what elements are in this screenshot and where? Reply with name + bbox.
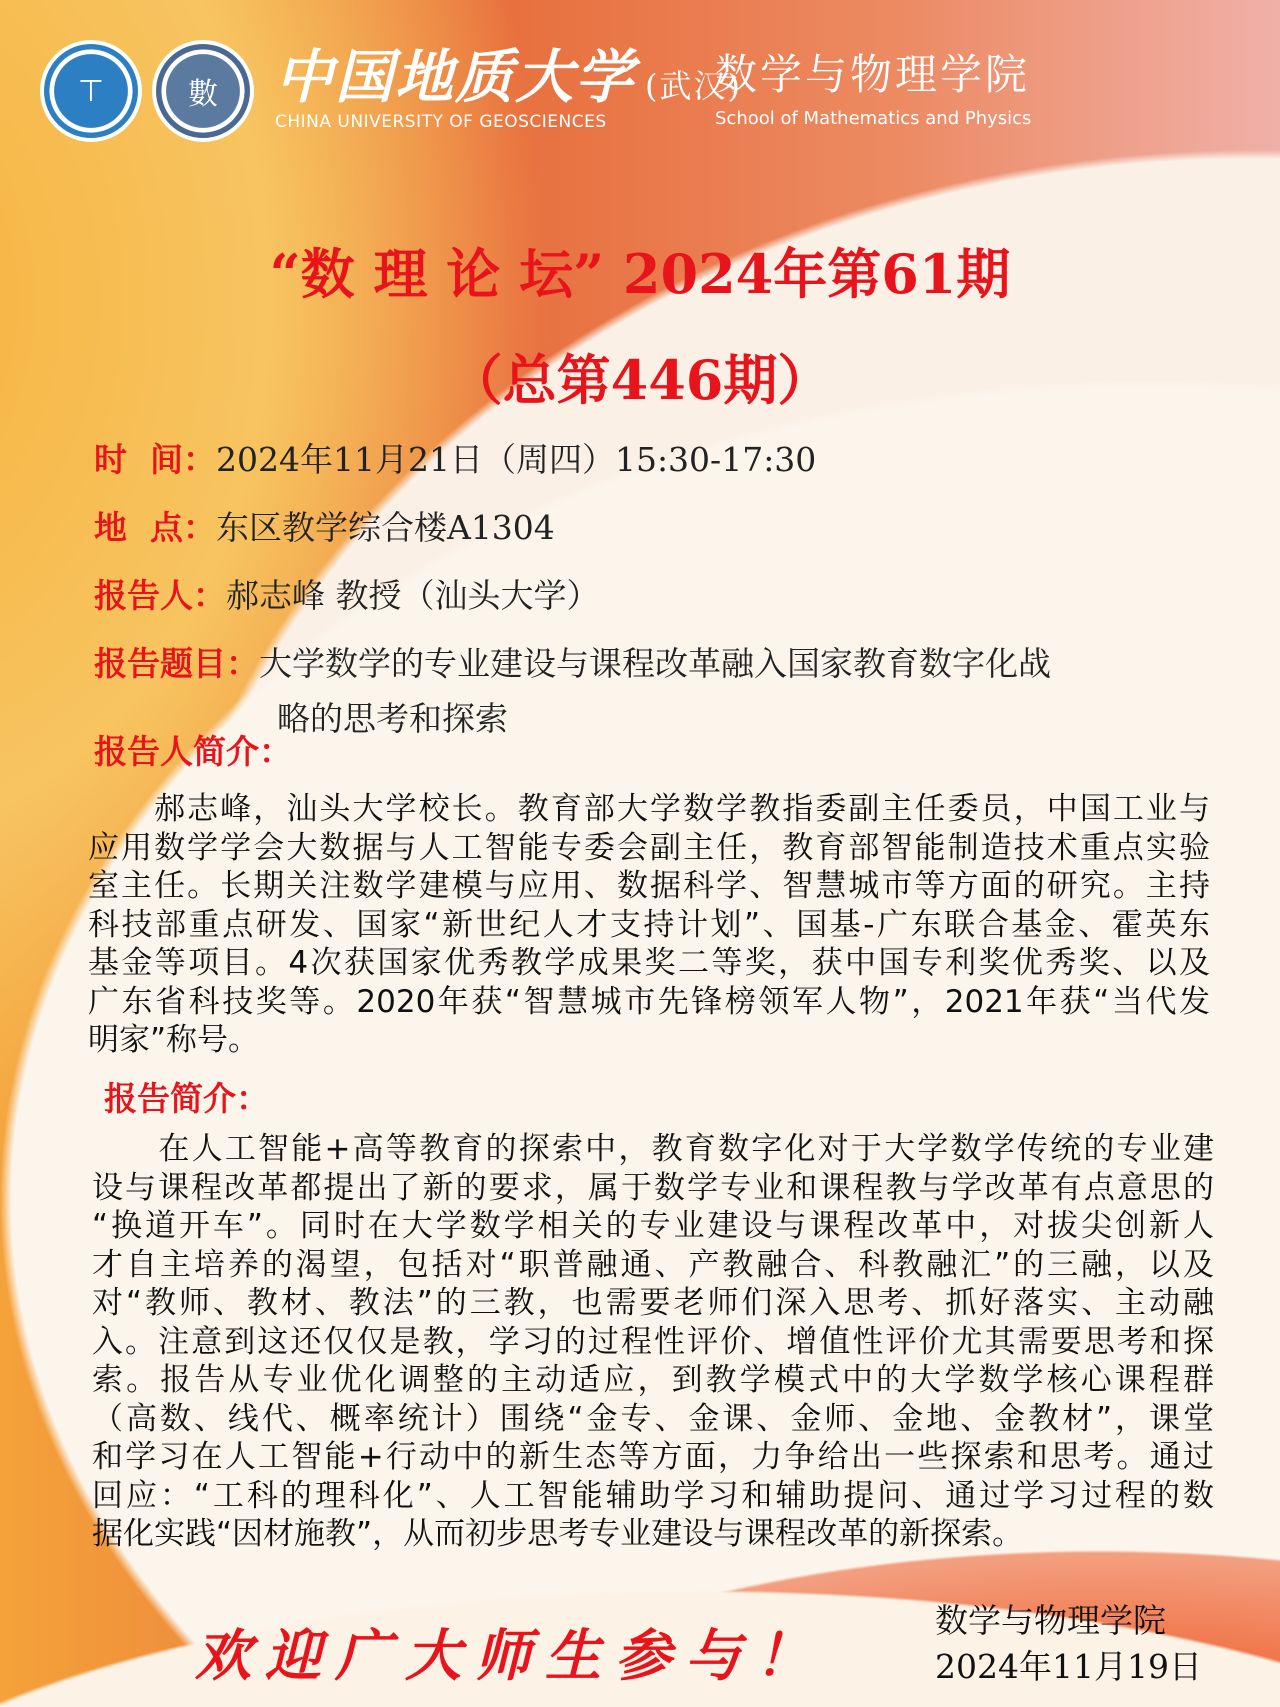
- footer-org: 数学与物理学院: [935, 1601, 1166, 1640]
- paragraph-line: 回应：“工科的理科化”、人工智能辅助学习和辅助提问、通过学习过程的数: [92, 1477, 1214, 1514]
- bio-heading: 报告人简介：: [94, 732, 292, 771]
- paragraph-line: （高数、线代、概率统计）围绕“金专、金课、金师、金地、金教材”，课堂: [92, 1400, 1214, 1437]
- paragraph-line: 郝志峰，汕头大学校长。教育部大学数学教指委副主任委员，中国工业与: [88, 791, 1210, 827]
- speaker-bio: [88, 790, 1210, 1060]
- paragraph-line: “换道开车”。同时在大学数学相关的专业建设与课程改革中，对拔尖创新人: [92, 1208, 1214, 1244]
- paragraph-line: 室主任。长期关注数学建模与应用、数据科学、智慧城市等方面的研究。主持: [88, 868, 1210, 904]
- paragraph-line: 对“教师、教材、教法”的三教，也需要老师们深入思考、抓好落实、主动融: [92, 1285, 1214, 1321]
- paragraph-line: 索。报告从专业优化调整的主动适应，到教学模式中的大学数学核心课程群: [92, 1362, 1214, 1398]
- paragraph-line: 设与课程改革都提出了新的要求，属于数学专业和课程教与学改革有点意思的: [92, 1169, 1214, 1206]
- university-name-en: CHINA UNIVERSITY OF GEOSCIENCES: [275, 112, 607, 132]
- paragraph-line: 基金等项目。4次获国家优秀教学成果奖二等奖，获中国专利奖优秀奖、以及: [88, 945, 1210, 981]
- abstract-heading: 报告简介：: [104, 1079, 269, 1118]
- paragraph-line: 在人工智能+高等教育的探索中，教育数字化对于大学数学传统的专业建: [92, 1131, 1214, 1167]
- logos: [40, 40, 254, 142]
- university-name: [275, 30, 742, 132]
- info-topic: 报告题目：大学数学的专业建设与课程改革融入国家教育数字化战 略的思考和探索: [94, 644, 1051, 738]
- paragraph-line: 明家”称号。: [88, 1022, 260, 1058]
- paragraph-line: 据化实践“因材施教”，从而初步思考专业建设与课程改革的新探索。: [92, 1516, 1024, 1552]
- talk-abstract: [92, 1130, 1214, 1554]
- footer-signature: [935, 1598, 1202, 1690]
- paragraph-line: 入。注意到这还仅仅是教，学习的过程性评价、增值性评价尤其需要思考和探: [92, 1323, 1214, 1360]
- forum-title: “数 理 论 坛” 2024年第61期: [269, 242, 1011, 306]
- school-name-en: School of Mathematics and Physics: [715, 108, 1032, 129]
- footer-date: 2024年11月19日: [935, 1647, 1202, 1686]
- paragraph-line: 才自主培养的渴望，包括对“职普融通、产教融合、科教融汇”的三融，以及: [92, 1246, 1214, 1283]
- university-seal-logo: ⊤: [40, 40, 142, 142]
- paragraph-line: 应用数学学会大数据与人工智能专委会副主任，教育部智能制造技术重点实验: [88, 829, 1210, 866]
- school-name: [715, 42, 1031, 129]
- paragraph-line: 和学习在人工智能+行动中的新生态等方面，力争给出一些探索和思考。通过: [92, 1439, 1214, 1475]
- info-speaker: 报告人：郝志峰 教授（汕头大学）: [94, 576, 600, 615]
- info-location: 地 点：东区教学综合楼A1304: [94, 508, 555, 547]
- university-campus: (武汉): [645, 67, 742, 105]
- paragraph-line: 广东省科技奖等。2020年获“智慧城市先锋榜领军人物”，2021年获“当代发: [88, 983, 1210, 1020]
- info-time: 时 间：2024年11月21日（周四）15:30-17:30: [94, 440, 817, 479]
- forum-issue-total: （总第446期）: [448, 348, 832, 412]
- university-name-cn: 中国地质大学: [275, 43, 636, 111]
- school-seal-logo: 數: [152, 40, 254, 142]
- school-name-cn: 数学与物理学院: [715, 50, 1031, 99]
- paragraph-line: 科技部重点研发、国家“新世纪人才支持计划”、国基-广东联合基金、霍英东: [88, 906, 1210, 943]
- welcome-slogan: 欢迎广大师生参与！: [195, 1623, 825, 1689]
